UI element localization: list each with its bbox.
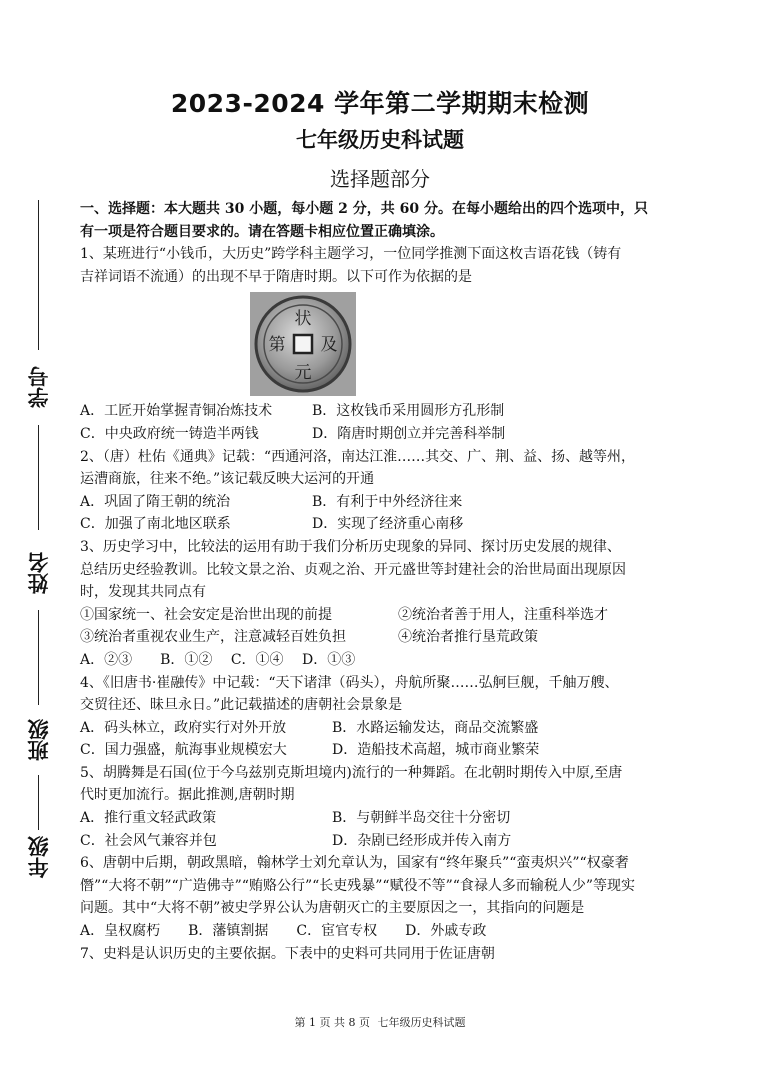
statement-row [80,604,680,627]
question-6-text: 问题。其中“大将不朝”被史学界公认为唐朝灭亡的主要原因之一，其指向的问题是 [80,900,585,917]
option-c[interactable]: C．国力强盛，航海事业规模宏大 [80,742,287,759]
coin-char-top: 状 [294,309,312,330]
footer-subject: 七年级历史科试题 [377,1016,466,1029]
question-5-text: 代时更加流行。据此推测,唐朝时期 [80,787,295,804]
question-1-text: 1、某班进行“小钱币，大历史”跨学科主题学习，一位同学推测下面这枚吉语花钱（铸有 [80,246,622,263]
instructions-line: 有一项是符合题目要求的。请在答题卡相应位置正确填涂。 [80,223,444,240]
instructions-line: 一、选择题：本大题共 30 小题，每小题 2 分，共 60 分。在每小题给出的四个选项中，只 [80,201,648,217]
option-row [80,830,680,853]
question-3-text: 时，发现其共同点有 [80,584,206,601]
question-3-text: 3、历史学习中，比较法的运用有助于我们分析历史现象的异同、探讨历史发展的规律、 [80,538,621,555]
page-number: 第 1 页 共 8 页 [294,1016,370,1029]
question-4-text: 4、《旧唐书·崔融传》中记载：“天下诸津（码头），舟航所聚……弘舸巨舰，千舳万艘、 [80,674,619,691]
question-1-text: 吉祥词语不流通）的出现不早于隋唐时期。以下可作为依据的是 [80,268,472,285]
coin-char-right: 及 [320,335,338,356]
statement-2: ②统治者善于用人，注重科举选才 [398,606,608,623]
option-row [80,807,680,830]
page-footer [0,1014,760,1030]
option-a[interactable]: A．巩固了隋王朝的统治 [80,493,231,510]
section-title: 选择题部分 [330,167,430,191]
option-row [80,400,680,423]
binding-line [38,200,39,350]
grade-label: 年级 [27,836,51,878]
question-2-text: 运漕商旅，往来不绝。”该记载反映大运河的开通 [80,471,375,488]
option-b[interactable]: B．与朝鲜半岛交往十分密切 [332,810,511,827]
option-d[interactable]: D．造船技术高超，城市商业繁荣 [332,742,540,759]
question-content [80,198,680,965]
coin-figure [80,288,680,400]
question-6-choices[interactable]: A．皇权腐朽 B．藩镇割据 C．宦官专权 D．外戚专政 [80,923,487,940]
binding-line [38,775,39,830]
option-a[interactable]: A．推行重文轻武政策 [80,810,217,827]
binding-line [38,610,39,705]
option-row [80,423,680,446]
question-6-text: 6、唐朝中后期，朝政黑暗，翰林学士刘允章认为，国家有“终年聚兵”“蛮夷炽兴”“权豪奢 [80,855,629,872]
question-3-choices[interactable]: A．②③ B．①② C．①④ D．①③ [80,651,356,668]
option-row [80,739,680,762]
question-7-text: 7、史料是认识历史的主要依据。下表中的史料可共同用于佐证唐朝 [80,945,495,962]
question-5-text: 5、胡腾舞是石国(位于今乌兹别克斯坦境内)流行的一种舞蹈。在北朝时期传入中原,至唐 [80,764,623,781]
exam-subtitle: 七年级历史科试题 [296,128,464,152]
coin-image [250,292,356,396]
option-row [80,491,680,514]
option-d[interactable]: D．隋唐时期创立并完善科举制 [312,425,506,442]
option-c[interactable]: C．中央政府统一铸造半两钱 [80,425,259,442]
option-a[interactable]: A．工匠开始掌握青铜冶炼技术 [80,403,273,420]
option-row [80,513,680,536]
option-d[interactable]: D．实现了经济重心南移 [312,516,464,533]
class-label: 班级 [27,719,51,761]
question-3-text: 总结历史经验教训。比较文景之治、贞观之治、开元盛世等封建社会的治世局面出现原因 [80,561,626,578]
question-4-text: 交贸往还、昧旦永日。”此记载描述的唐朝社会景象是 [80,697,403,714]
name-label: 姓名 [27,552,51,594]
binding-line [38,425,39,530]
statement-row [80,626,680,649]
statement-1: ①国家统一、社会安定是治世出现的前提 [80,606,332,623]
option-a[interactable]: A．码头林立，政府实行对外开放 [80,719,287,736]
question-2-text: 2、（唐）杜佑《通典》记载：“西通河洛，南达江淮……其交、广、荆、益、扬、越等州， [80,448,636,465]
statement-4: ④统治者推行垦荒政策 [398,629,538,646]
option-c[interactable]: C．社会风气兼容并包 [80,832,217,849]
student-number-label: 学号 [27,366,51,408]
exam-title: 2023-2024 学年第二学期期末检测 [170,89,590,118]
question-6-text: 僭”“大将不朝”“广造佛寺”“贿赂公行”“长吏残暴”“赋役不等”“食禄人多而输税人少”等现实 [80,877,636,894]
option-b[interactable]: B．水路运输发达，商品交流繁盛 [332,719,539,736]
option-b[interactable]: B．有利于中外经济往来 [312,493,463,510]
option-c[interactable]: C．加强了南北地区联系 [80,516,231,533]
statement-3: ③统治者重视农业生产，注意减轻百姓负担 [80,629,346,646]
option-row [80,717,680,740]
option-b[interactable]: B．这枚钱币采用圆形方孔形制 [312,403,505,420]
option-d[interactable]: D．杂剧已经形成并传入南方 [332,832,512,849]
coin-char-left: 第 [268,335,286,356]
coin-char-bottom: 元 [294,363,312,384]
